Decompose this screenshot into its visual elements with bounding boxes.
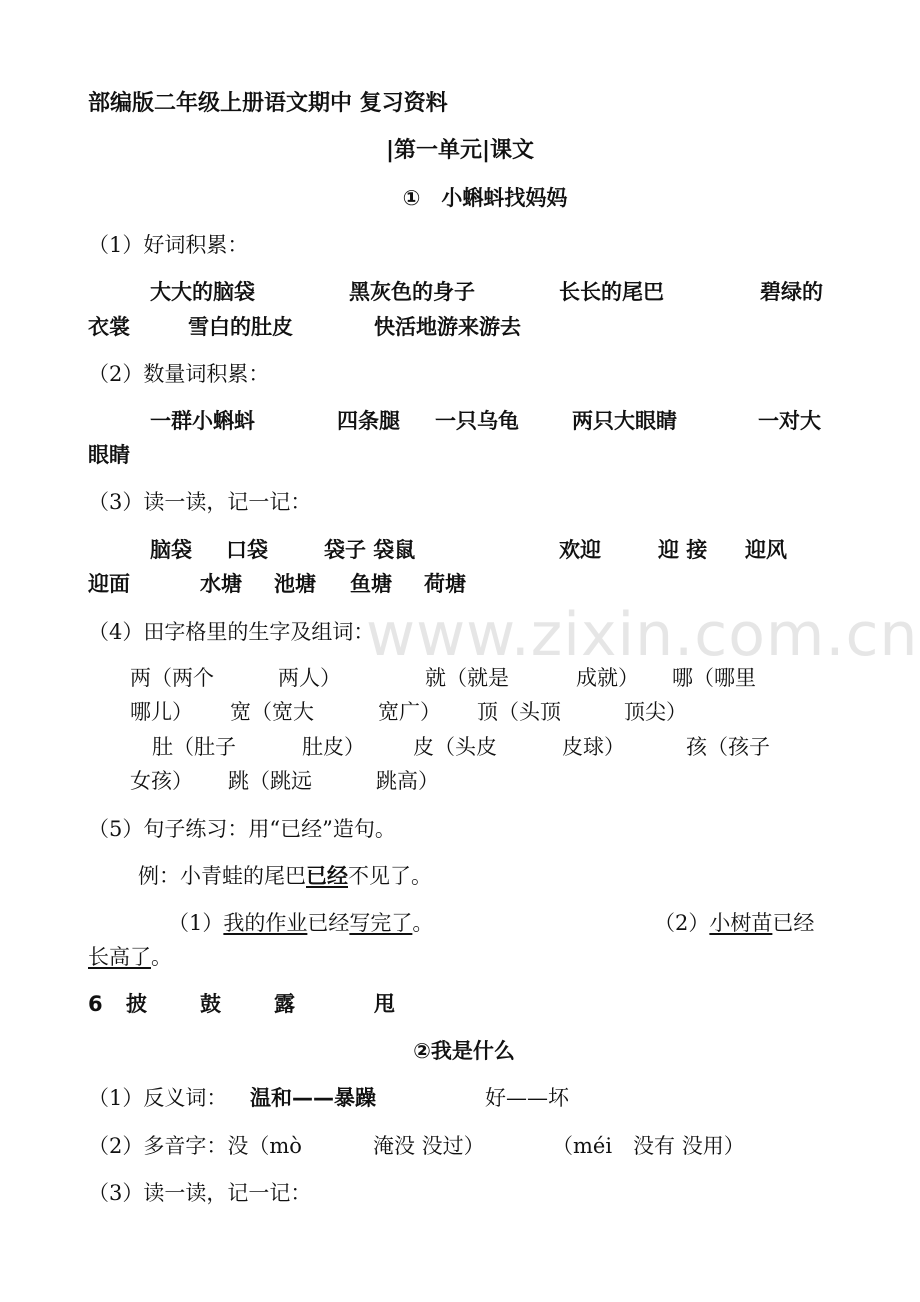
word: 欢迎: [559, 538, 601, 562]
word: 两只大眼睛: [572, 409, 677, 433]
vocab-item: 哪儿）: [130, 700, 193, 724]
vocab-item: 两（两个: [130, 666, 214, 690]
antonym-bold: 温和——暴躁: [250, 1086, 376, 1110]
example-key: 已经: [306, 864, 348, 888]
lesson1-section5-label: （5）句子练习：用“已经”造句。: [88, 817, 396, 841]
lesson1-section3-label: （3）读一读，记一记：: [88, 490, 312, 514]
example-sentence: [138, 861, 432, 891]
word: 迎面: [88, 572, 130, 596]
vocab-item: 肚皮）: [302, 735, 365, 759]
vocab-item: 跳高）: [376, 769, 439, 793]
vocab-item: 成就）: [576, 666, 639, 690]
vocab-item: 跳（跳远: [228, 769, 312, 793]
char: 6: [88, 992, 103, 1016]
char: 甩: [374, 992, 395, 1016]
char: 披: [126, 992, 147, 1016]
antonym-plain: 好——坏: [485, 1086, 569, 1110]
lesson2-section3-label: （3）读一读，记一记：: [88, 1181, 312, 1205]
vocab-item: 两人）: [278, 666, 341, 690]
polyphone-label: （2）多音字：没（mò: [88, 1134, 302, 1158]
word: 快活地游来游去: [374, 315, 521, 339]
word: 衣裳: [88, 315, 130, 339]
vocab-item: 皮（头皮: [413, 735, 497, 759]
word: 长长的尾巴: [559, 280, 664, 304]
word: 四条腿: [337, 409, 400, 433]
sentence-2-continued: 长高了。: [88, 945, 172, 969]
polyphone-b: （méi 没有 没用）: [552, 1134, 745, 1158]
word: 迎 接: [658, 538, 708, 562]
vocab-item: 孩（孩子: [686, 735, 770, 759]
unit-title: |第一单元|课文: [385, 138, 535, 163]
char: 露: [274, 992, 295, 1016]
word: 迎风: [745, 538, 787, 562]
word: 雪白的肚皮: [188, 315, 293, 339]
vocab-item: 哪（哪里: [672, 666, 756, 690]
word: 大大的脑袋: [150, 280, 255, 304]
vocab-item: 皮球）: [562, 735, 625, 759]
word: 鱼塘: [350, 572, 392, 596]
lesson1-section2-label: （2）数量词积累：: [88, 362, 270, 386]
word: 一只乌龟: [435, 409, 519, 433]
word: 荷塘: [424, 572, 466, 596]
vocab-item: 宽（宽大: [230, 700, 314, 724]
word: 水塘: [200, 572, 242, 596]
word: 池塘: [274, 572, 316, 596]
vocab-item: 顶尖）: [624, 700, 687, 724]
document-title: 部编版二年级上册语文期中 复习资料: [88, 91, 448, 116]
vocab-item: 肚（肚子: [152, 735, 236, 759]
example-suffix: 不见了。: [348, 864, 432, 888]
vocab-item: 顶（头顶: [477, 700, 561, 724]
sentence-2: （2）小树苗已经: [654, 911, 815, 935]
lesson1-title: ① 小蝌蚪找妈妈: [402, 186, 568, 210]
word: 口袋: [226, 538, 268, 562]
polyphone-a: 淹没 没过）: [373, 1134, 485, 1158]
vocab-item: 就（就是: [425, 666, 509, 690]
word: 一群小蝌蚪: [150, 409, 255, 433]
word: 袋子 袋鼠: [324, 538, 416, 562]
word: 脑袋: [150, 538, 192, 562]
lesson1-section1-label: （1）好词积累：: [88, 233, 249, 257]
lesson1-section4-label: （4）田字格里的生字及组词：: [88, 620, 375, 644]
vocab-item: 宽广）: [378, 700, 441, 724]
example-prefix: 例：小青蛙的尾巴: [138, 864, 306, 888]
word: 碧绿的: [760, 280, 823, 304]
watermark: www.zixin.com.cn: [366, 600, 919, 670]
word: 眼睛: [88, 443, 130, 467]
word: 黑灰色的身子: [349, 280, 475, 304]
antonym-label: （1）反义词：: [88, 1086, 228, 1110]
char: 鼓: [200, 992, 221, 1016]
sentence-1: （1）我的作业已经写完了。: [168, 911, 434, 935]
vocab-item: 女孩）: [130, 769, 193, 793]
word: 一对大: [758, 409, 821, 433]
lesson2-title: ②我是什么: [413, 1039, 515, 1063]
